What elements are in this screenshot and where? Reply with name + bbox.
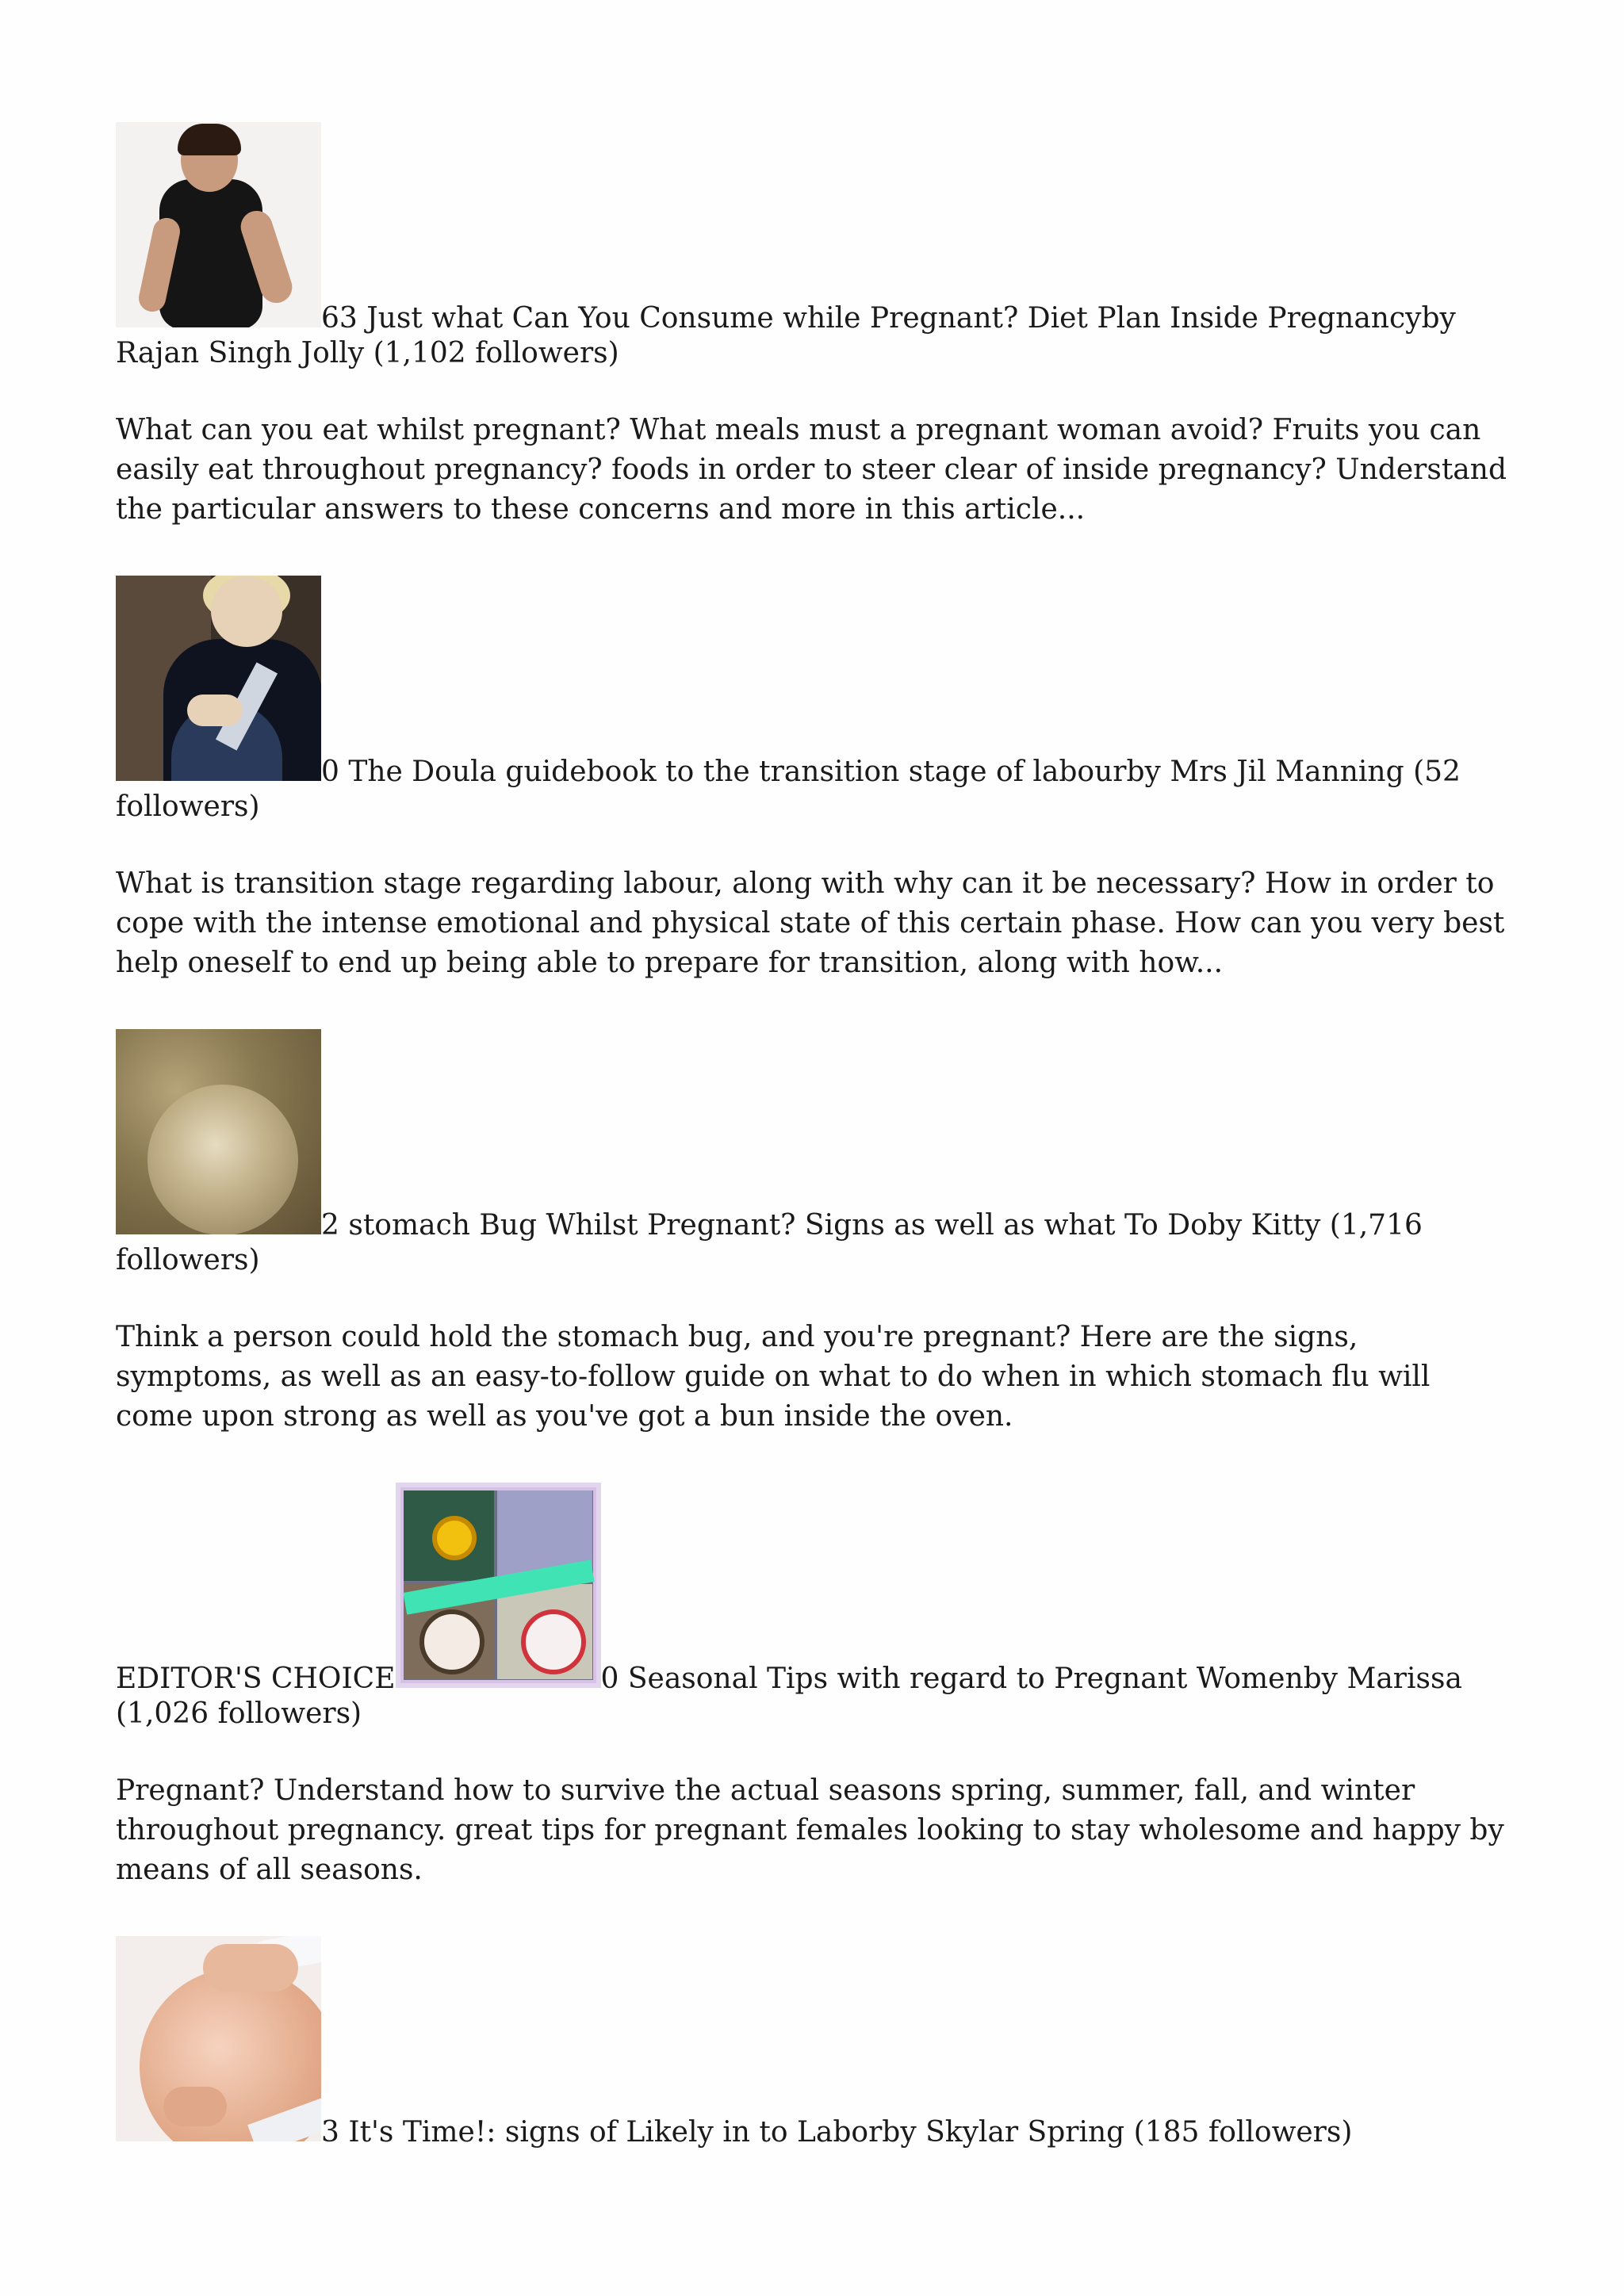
article-list	[116, 122, 1511, 2196]
entry-thumbnail[interactable]	[396, 1483, 601, 1688]
entry-thumbnail[interactable]	[116, 1936, 321, 2141]
entry-heading	[116, 1029, 1511, 1278]
entry-title-link[interactable]: 3 It's Time!: signs of Likely in to Laborby Skylar Spring (185 followers)	[321, 2116, 1353, 2149]
entry-thumbnail[interactable]	[116, 576, 321, 781]
entry-title-link[interactable]: 2 stomach Bug Whilst Pregnant? Signs as well as what To Doby Kitty (1,716 followers)	[116, 1209, 1423, 1276]
entry-description: What can you eat whilst pregnant? What meals must a pregnant woman avoid? Fruits you can easily eat throughout pregnancy? foods in order to steer clear of inside pregnancy? Understand the particular answers to these concerns and more in this article...	[116, 414, 1507, 526]
entry-description: Think a person could hold the stomach bug, and you're pregnant? Here are the signs, symptoms, as well as an easy-to-follow guide on what to do when in which stomach flu will come upon strong as well as you've got a bun inside the oven.	[116, 1321, 1431, 1433]
list-item	[116, 1029, 1511, 1437]
list-item	[116, 576, 1511, 983]
entry-heading	[116, 1483, 1511, 1732]
list-item	[116, 1483, 1511, 1890]
entry-description: What is transition stage regarding labour, along with why can it be necessary? How in order to cope with the intense emotional and physical state of this certain phase. How can you very best help oneself to end up being able to prepare for transition, along with how...	[116, 867, 1505, 979]
list-item	[116, 1936, 1511, 2150]
entry-thumbnail[interactable]	[116, 122, 321, 327]
entry-heading	[116, 122, 1511, 371]
entry-title-link[interactable]: 63 Just what Can You Consume while Pregnant? Diet Plan Inside Pregnancyby Rajan Singh Jolly (1,102 followers)	[116, 302, 1456, 369]
entry-heading	[116, 1936, 1511, 2150]
entry-heading	[116, 576, 1511, 825]
entry-thumbnail[interactable]	[116, 1029, 321, 1234]
editors-choice-badge: EDITOR'S CHOICE	[116, 1663, 396, 1695]
entry-title-link[interactable]: 0 Seasonal Tips with regard to Pregnant Womenby Marissa (1,026 followers)	[116, 1663, 1462, 1730]
list-item	[116, 122, 1511, 530]
entry-title-link[interactable]: 0 The Doula guidebook to the transition stage of labourby Mrs Jil Manning (52 followers)	[116, 756, 1461, 823]
entry-description: Pregnant? Understand how to survive the actual seasons spring, summer, fall, and winter throughout pregnancy. great tips for pregnant females looking to stay wholesome and happy by means of all seasons.	[116, 1774, 1504, 1886]
